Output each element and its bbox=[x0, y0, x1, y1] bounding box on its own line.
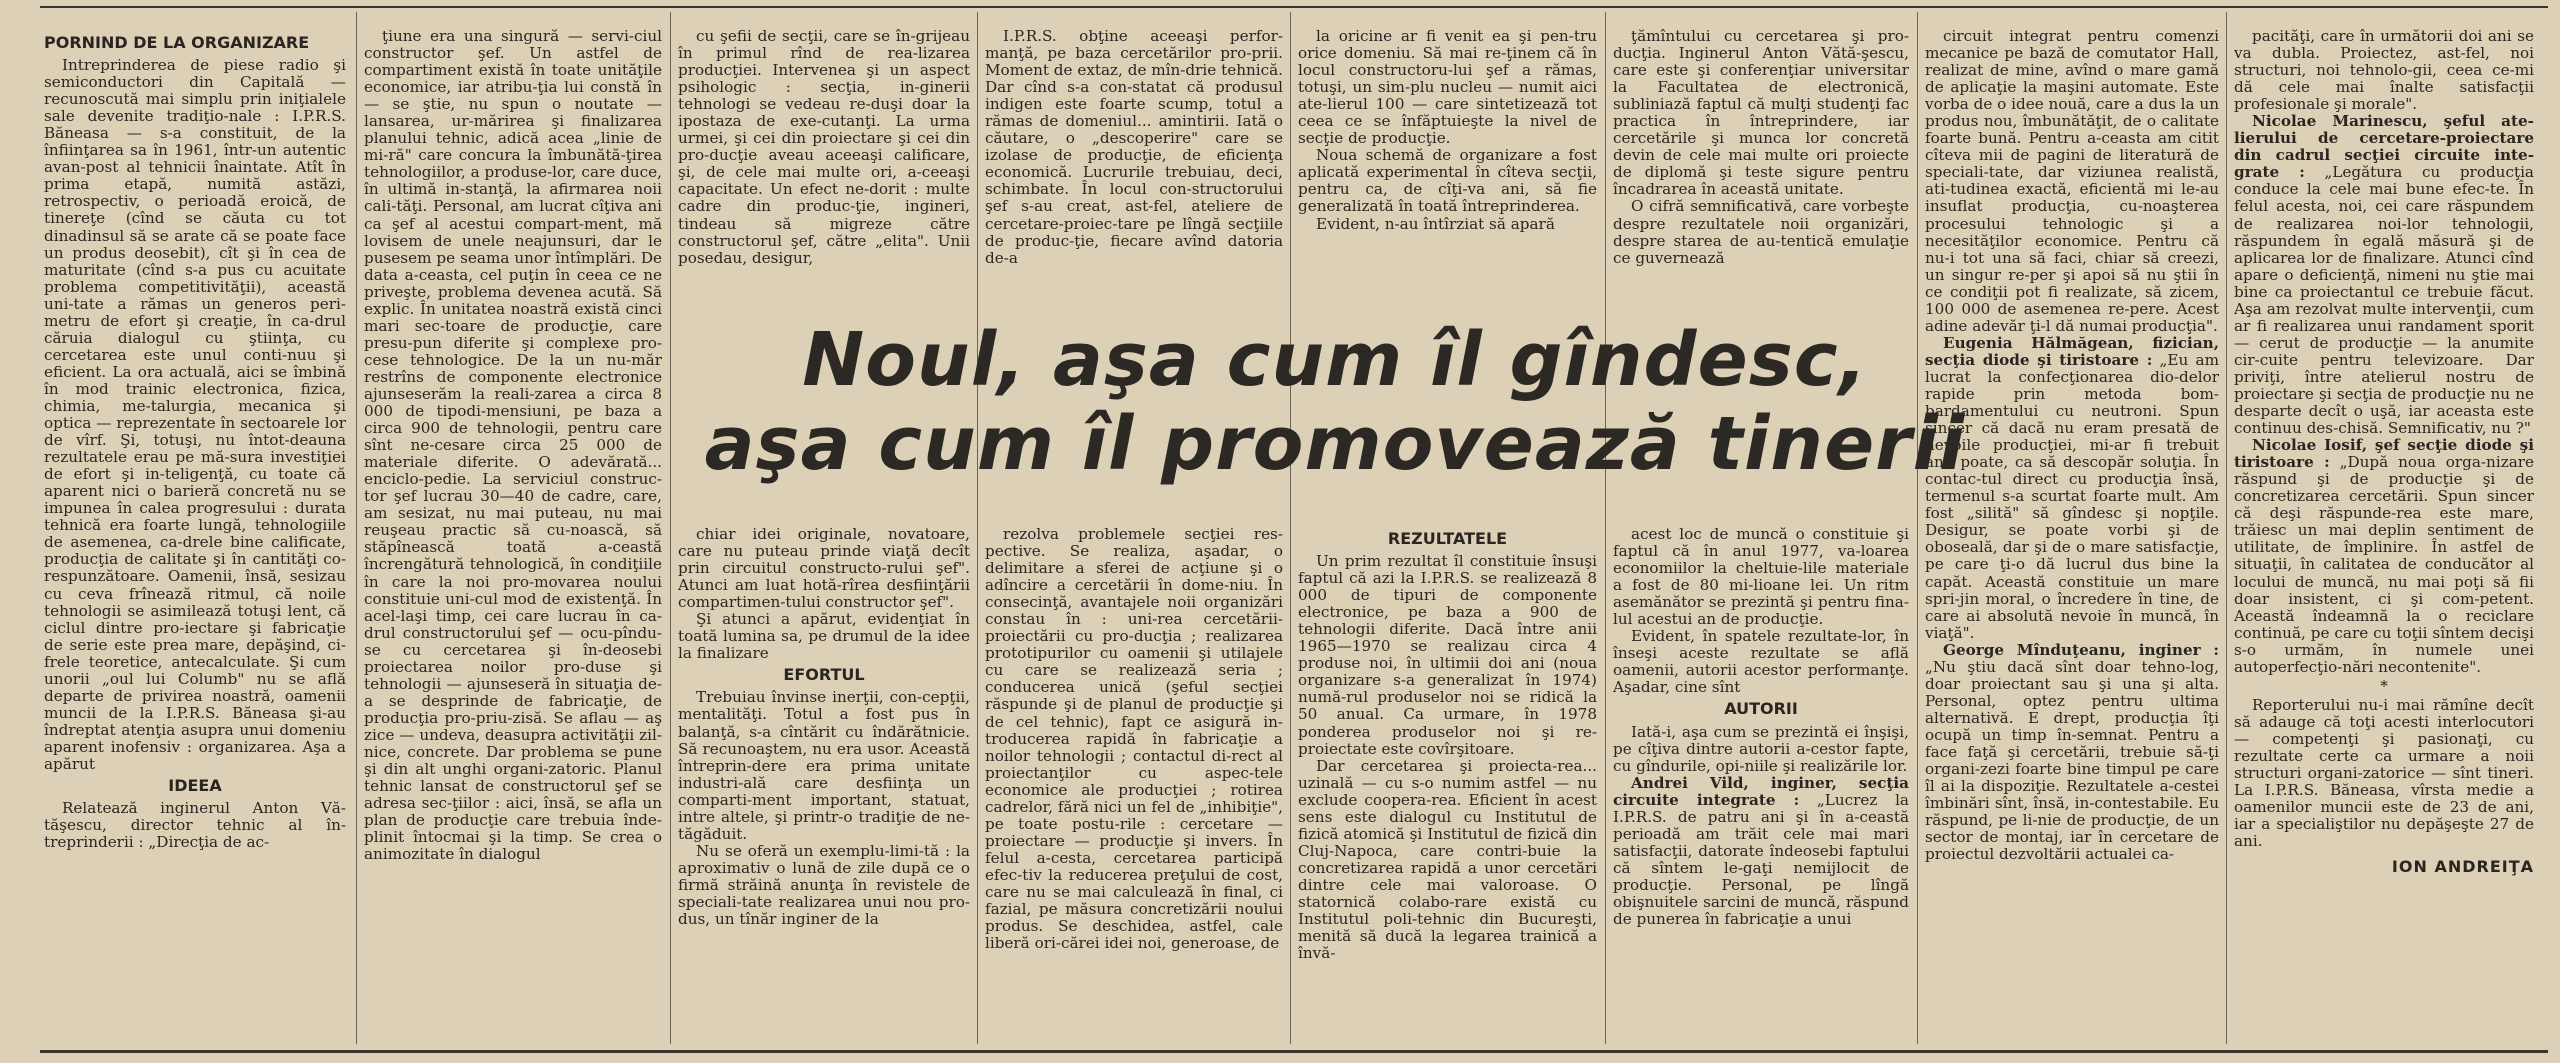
paragraph: pacităţi, care în următorii doi ani se va dubla. Proiectez, ast-fel, noi structuri, noi tehnolo-gii, ceea ce-mi dă cele mai înalte satisfacţii profesionale şi morale". bbox=[2234, 28, 2534, 114]
speaker-name: George Mînduţeanu, inginer : bbox=[1943, 640, 2219, 659]
headline-line-2: aşa cum îl promovează tinerii bbox=[704, 401, 1966, 487]
top-rule bbox=[40, 6, 2548, 8]
subheading: AUTORII bbox=[1724, 699, 1798, 719]
paragraph: Iată-i, aşa cum se prezintă ei înşişi, pe cîţiva dintre autorii a-cestor fapte, cu gîndurile, opi-niile şi realizările lor. bbox=[1613, 722, 1909, 775]
article-column-6-top bbox=[1613, 28, 1909, 318]
paragraph: Noua schemă de organizare a fost aplicată experimental în cîteva secţii, pentru ca, de cîţi-va ani, să fie generalizată în toată întreprinderea. bbox=[1298, 146, 1597, 216]
author-signature: ION ANDREIŢA bbox=[2391, 857, 2534, 877]
paragraph: Nu se oferă un exemplu-limi-tă : la aproximativ o lună de zile după ce o firmă străină anunţa în revistele de speciali-tate realizarea unui nou pro-dus, un tînăr inginer de la bbox=[678, 841, 970, 929]
paragraph: ţiune era una singură — servi-ciul constructor şef. Un astfel de compartiment există în toate unităţile economice, iar atribu-ţia lui constă în — se ştie, nu spun o noutate — lansarea, ur-mărirea şi finalizarea planului tehnic, adică acea „linie de mi-ră" care concura la îmbunătă-ţirea tehnologiilor, a produse-lor, care duce, în ultimă in-stanţă, la afirmarea noii cali-tăţi. Personal, am lucrat cîţiva ani ca şef al acestui compart-ment, mă lovisem de unele neajunsuri, dar le pusesem pe seama unor întîmplări. De data a-ceasta, cel puţin în ceea ce ne priveşte, problema devenea acută. Să explic. În unitatea noastră există cinci mari sec-toare de producţie, care presu-pun diferite şi complexe pro-cese tehnologice. De la un nu-măr restrîns de componente electronice ajunseserăm la reali-zarea a circa 8 000 de tipodi-mensiuni, pe baza a circa 900 de tehnologii, pentru care sînt ne-cesare circa 25 000 de materiale diferite. O adevărată... enciclo-pedie. La serviciul construc-tor şef lucrau 30—40 de cadre, care, am sesizat, nu mai puteau, nu mai reuşeau practic să cu-noască, să stăpînească toată a-ceastă încrengătură tehnologică, în condiţiile în care la noi pro-movarea noului constituie uni-cul mod de existenţă. În acel-laşi timp, cei care lucrau în ca-drul constructorului şef — ocu-pîndu-se cu cercetarea şi în-deosebi proiectarea noilor pro-duse şi tehnologii — ajunseseră în situaţia de-a se desprinde de fabricaţie, de producţia pro-priu-zisă. Se aflau — aş zice — undeva, deasupra activităţii zil-nice, concrete. Dar problema se pune şi din alt unghi organi-zatoric. Planul tehnic lansat de constructorul şef se adresa sec-ţiilor : aici, însă, se afla un plan de producţie care trebuia înde-plinit întocmai şi la timp. Se crea o animozitate în dialogul bbox=[364, 28, 662, 864]
paragraph: chiar idei originale, novatoare, care nu puteau prinde viaţă decît prin circuitul constructo-rului şef". Atunci am luat hotă-rîrea desfiinţării compartimen-tului constructor şef". bbox=[678, 526, 970, 612]
paragraph: la oricine ar fi venit ea şi pen-tru orice domeniu. Să mai re-ţinem că în locul constructoru-lui şef a rămas, totuşi, un sim-plu nucleu — numit aici ate-lierul 100 — care sintetizează tot ceea ce se înfăptuieşte la nivel de secţie de producţie. bbox=[1298, 28, 1597, 148]
article-column-6-bottom bbox=[1613, 526, 1909, 1046]
quote-text: „Lucrez la I.P.R.S. de patru ani şi în a-ceastă perioadă am trăit cele mai mari satisfacţii, datorate îndeosebi faptului că sîntem le-gaţi nemijlocit de producţie. Personal, pe lîngă obişnuitele sarcini de muncă, răspund de punerea în fabricaţie a unui bbox=[1613, 790, 1909, 929]
paragraph: Trebuiau învinse inerţii, con-cepţii, mentalităţi. Totul a fost pus în balanţă, s-a cîntărit cu îndărătnicie. Să recunoaştem, nu era usor. Această întreprin-dere era prima unitate industri-ală care desfiinţa un comparti-ment important, statuat, intre altele, şi printr-o tradiţie de ne-tăgăduit. bbox=[678, 688, 970, 843]
column-rule bbox=[356, 12, 357, 1044]
article-column-2 bbox=[364, 28, 662, 1045]
section-heading: PORNIND DE LA ORGANIZARE bbox=[44, 33, 310, 52]
paragraph: I.P.R.S. obţine aceeaşi perfor-manţă, pe baza cercetărilor pro-prii. Moment de extaz, de mîn-drie tehnică. Dar cînd s-a con-statat că produsul indigen este foarte scump, totul a rămas de domeniul... amintirii. Iată o căutare, o „descoperire" care se izolase de producţie, de eficienţa economică. Lucrurile trebuiau, deci, schimbate. În locul con-structorului şef s-au creat, ast-fel, ateliere de cercetare-proiec-tare pe lîngă secţiile de produc-ţie, fiecare avînd datoria de-a bbox=[985, 28, 1283, 267]
paragraph: circuit integrat pentru comenzi mecanice pe bază de comutator Hall, realizat de mine, avînd o mare gamă de aplicaţie la maşini automate. Este vorba de o idee nouă, care a dus la un produs nou, îmbunătăţit, de o calitate foarte bună. Pentru a-ceasta am citit cîteva mii de pagini de literatură de speciali-tate, dar viziunea realistă, ati-tudinea exactă, eficientă mi le-au insuflat producţia, cu-noaşterea procesului tehnologic şi a necesităţilor economice. Pentru că nu-i tot una să faci, chiar să creezi, un singur re-per şi apoi să nu ştii în ce condiţii pot fi realizate, să zicem, 100 000 de asemenea re-pere. Acest adine adevăr ţi-l dă numai producţia". bbox=[1925, 28, 2219, 335]
article-headline bbox=[600, 318, 2070, 508]
column-rule bbox=[2226, 12, 2227, 1044]
paragraph bbox=[2234, 437, 2534, 676]
paragraph bbox=[1925, 642, 2219, 864]
column-rule bbox=[1917, 12, 1918, 1044]
subheading: EFORTUL bbox=[783, 665, 865, 685]
separator-star: * bbox=[2380, 676, 2388, 695]
speaker-name: Andrei Vild, inginer, secţia circuite integrate : bbox=[1613, 773, 1909, 809]
column-rule bbox=[670, 12, 671, 1044]
quote-text: „Eu am lucrat la confecţionarea dio-delor rapide prin metoda bom-bardamentului cu neutroni. Spun sincer că dacă nu eram presată de nevoile producţiei, mi-ar fi trebuit ani, poate, ca să descopăr soluţia. În contac-tul direct cu producţia însă, termenul s-a scurtat foarte mult. Am fost „silită" să gîndesc şi nopţile. Desigur, se poate vorbi şi de oboseală, dar şi de o mare satisfacţie, pe care ţi-o dă lucrul dus bine la capăt. Această constituie un mare spri-jin moral, o încredere în tine, de care ai absolută nevoie în muncă, în viaţă". bbox=[1925, 350, 2219, 642]
paragraph: O cifră semnificativă, care vorbeşte despre rezultatele noii organizări, despre starea de au-tentică emulaţie ce guvernează bbox=[1613, 197, 1909, 267]
quote-text: „Legătura cu producţia conduce la cele mai bune efec-te. În felul acesta, noi, cei care răspundem de realizarea noi-lor tehnologii, răspundem în egală măsură şi de aplicarea lor de finalizare. Atunci cînd apare o deficienţă, nimeni nu ştie mai bine ca proiectantul ce trebuie făcut. Aşa am rezolvat multe intervenţii, cum ar fi realizarea unui randament sporit — cerut de producţie — la anumite cir-cuite pentru televizoare. Dar priviţi, între atelierul nostru de proiectare şi secţia de producţie nu ne desparte decît o uşă, iar aceasta este continuu des-chisă. Semnificativ, nu ?" bbox=[2234, 163, 2534, 438]
paragraph: Evident, în spatele rezultate-lor, în înseşi aceste rezultate se află oamenii, autorii acestor performanţe. Aşadar, cine sînt bbox=[1613, 627, 1909, 697]
article-column-5-top bbox=[1298, 28, 1597, 318]
quote-text: „După noua orga-nizare răspund şi de producţie şi de concretizarea cercetării. Spun sincer că deşi răspunde-rea este mare, trăiesc un mai deplin sentiment de utilitate, de împlinire. În astfel de situaţii, în calitatea de conducător al locului de muncă, nu mai poţi să fii doar insistent, ci şi com-petent. Această îndeamnă la o reciclare continuă, pe care cu toţii sîntem decişi s-o urmăm, în numele unei autoperfecţio-nări necontenite". bbox=[2234, 453, 2534, 676]
article-column-4-bottom bbox=[985, 526, 1283, 1046]
column-rule bbox=[1290, 12, 1291, 1044]
article-column-3-bottom bbox=[678, 526, 970, 1046]
paragraph: cu şefii de secţii, care se în-grijeau în primul rînd de rea-lizarea producţiei. Intervenea şi un aspect psihologic : secţia, in-ginerii tehnologi se vedeau re-duşi doar la ipostaza de exe-cutanţi. La urma urmei, şi cei din proiectare şi cei din pro-ducţie aveau aceeaşi calificare, şi, de cele mai multe ori, a-ceeaşi capacitate. Un efect ne-dorit : multe cadre din produc-ţie, ingineri, tindeau să migreze către constructorul şef, către „elita". Unii posedau, desigur, bbox=[678, 28, 970, 267]
column-rule bbox=[977, 12, 978, 1044]
paragraph: Dar cercetarea şi proiecta-rea... uzinală — cu s-o numim astfel — nu exclude coopera-rea. Eficient în acest sens este dialogul cu Institutul de fizică atomică şi Institutul de fizică din Cluj-Napoca, care contri-buie la concretizarea rapidă a unor cercetări dintre cele mai valoroase. O statornică colabo-rare există cu Institutul poli-tehnic din Bucureşti, menită să ducă la legarea trainică a învă- bbox=[1298, 756, 1597, 963]
paragraph: Şi atunci a apărut, evidenţiat în toată lumina sa, pe drumul de la idee la finalizare bbox=[678, 610, 970, 663]
paragraph bbox=[1613, 775, 1909, 928]
paragraph: ţămîntului cu cercetarea şi pro-ducţia. Inginerul Anton Vătă-şescu, care este şi conferenţiar universitar la Facultatea de electronică, subliniază faptul că mulţi studenţi fac practica în întreprindere, iar cercetările şi munca lor concretă devin de cele mai multe ori proiecte de diplomă şi teste sigure pentru încadrarea în această unitate. bbox=[1613, 28, 1909, 199]
subheading: REZULTATELE bbox=[1387, 529, 1508, 548]
paragraph: Intreprinderea de piese radio şi semiconductori din Capitală — recunoscută mai simplu prin iniţialele sale devenite tradiţio-nale : I.P.R.S. Băneasa — s-a constituit, de la înfiinţarea sa în 1961, într-un autentic avan-post al tehnicii înaintate. Atît în prima etapă, numită astăzi, retrospectiv, o perioadă eroică, de tinereţe (cînd se căuta cu tot dinadinsul să se arate că se poate face un produs deosebit), cît şi în cea de maturitate (cînd s-a pus cu acuitate problema competitivităţii), această uni-tate a rămas un generos peri-metru de efort şi creaţie, în ca-drul căruia dialogul cu ştiinţa, cu cercetarea este unul conti-nuu şi eficient. La ora actuală, aici se îmbină în mod trainic electronica, fizica, chimia, me-talurgia, mecanica şi optica — reprezentate în sectoarele lor de vîrf. Şi, totuşi, nu întot-deauna rezultatele erau pe mă-sura investiţiei de efort şi in-teligenţă, cu toate că aparent nici o barieră concretă nu se impunea în calea progresului : durata tehnică era foarte lungă, tehnologiile de asemenea, ca-drele bine calificate, producţia de calitate şi în cantităţi co-respunzătoare. Oamenii, însă, sesizau cu ceva frînează ritmul, că noile tehnologii se asimilează totuşi lent, că ciclul dintre pro-iectare şi fabricaţie de serie este prea mare, depăşind, ci-frele teoretice, antecalculate. Şi cum unorii „oul lui Columb" nu se află departe de privirea noastră, oamenii muncii de la I.P.R.S. Băneasa şi-au îndreptat atenţia asupra unui domeniu aparent inofensiv : organizarea. Aşa a apărut bbox=[44, 56, 346, 773]
column-rule bbox=[1605, 12, 1606, 1044]
article-column-4-top bbox=[985, 28, 1283, 318]
bottom-rule bbox=[40, 1050, 2548, 1053]
article-column-1 bbox=[44, 30, 346, 1045]
subheading: IDEEA bbox=[168, 776, 222, 796]
paragraph: Reporterului nu-i mai rămîne decît să adauge că toţi acesti interlocutori — competenţi şi pasionaţi, cu rezultate certe ca urmare a noii structuri organi-zatorice — sînt tineri. La I.P.R.S. Băneasa, vîrsta medie a oamenilor muncii este de 23 de ani, iar a specialiştilor nu depăşeşte 27 de ani. bbox=[2234, 695, 2534, 851]
paragraph: acest loc de muncă o constituie şi faptul că în anul 1977, va-loarea economiilor la cheltuie-lile materiale a fost de 80 mi-lioane lei. Un ritm asemănător se prezintă şi pentru fina-lul acestui an de producţie. bbox=[1613, 526, 1909, 629]
article-column-8 bbox=[2234, 28, 2534, 1045]
article-column-5-bottom bbox=[1298, 526, 1597, 1046]
paragraph bbox=[2234, 113, 2534, 437]
headline-line-1: Noul, aşa cum îl gîndesc, bbox=[802, 317, 1868, 403]
paragraph: Evident, n-au întîrziat să apară bbox=[1316, 214, 1555, 233]
quote-text: „Nu ştiu dacă sînt doar tehno-log, doar proiectant sau şi una şi alta. Personal, optez pentru ultima alternativă. E drept, producţia îţi ocupă un timp în-semnat. Pentru a face faţă şi cercetării, trebuie să-ţi organi-zezi foarte bine timpul pe care îl ai la dispoziţie. Rezultatele a-cestei îmbinări sînt, însă, in-contestabile. Eu răspund, pe li-nie de producţie, de un sector de montaj, iar în cercetare de proiectul dezvoltării actualei ca- bbox=[1925, 657, 2219, 864]
article-column-3-top bbox=[678, 28, 970, 318]
paragraph: Relatează inginerul Anton Vă-tăşescu, director tehnic al în-treprinderii : „Direcţia de ac- bbox=[44, 799, 346, 852]
article-column-7 bbox=[1925, 28, 2219, 1045]
speaker-name: Nicolae Marinescu, şeful ate-lierului de cercetare-proiectare din cadrul secţiei circuite inte-grate : bbox=[2234, 112, 2534, 182]
speaker-name: Nicolae Iosif, şef secţie diode şi tiristoare : bbox=[2234, 436, 2534, 472]
speaker-name: Eugenia Hălmăgean, fizician, secţia diode şi tiristoare : bbox=[1925, 333, 2219, 369]
paragraph: rezolva problemele secţiei res-pective. Se realiza, aşadar, o delimitare a sferei de acţiune şi o adîncire a cercetării în dome-niu. În consecinţă, avantajele noii organizări constau în : uni-rea cercetării-proiectării cu pro-ducţia ; realizarea prototipurilor cu oamenii şi utilajele cu care se realizează seria ; conducerea unică (şeful secţiei răspunde şi de planul de producţie şi de cel tehnic), fapt ce asigură in-troducerea rapidă în fabricaţie a noilor tehnologii ; contactul di-rect al proiectanţilor cu aspec-tele economice ale producţiei ; rotirea cadrelor, fără nici un fel de „inhibiţie", pe toate postu-rile : cercetare — proiectare — producţie şi invers. În felul a-cesta, cercetarea participă efec-tiv la reducerea preţului de cost, care nu se mai calculează în final, ci fazial, pe măsura concretizării noului produs. Se deschidea, astfel, cale liberă ori-cărei idei noi, generoase, de bbox=[985, 526, 1283, 953]
paragraph: Un prim rezultat îl constituie însuşi faptul că azi la I.P.R.S. se realizează 8 000 de tipuri de componente electronice, pe baza a 900 de tehnologii diferite. Dacă între anii 1965—1970 se realizau circa 4 produse noi, în ultimii doi ani (noua organizare s-a generalizat în 1974) numă-rul produselor noi se ridică la 50 anual. Ca urmare, în 1978 ponderea produselor noi şi re-proiectate este covîrşitoare. bbox=[1298, 552, 1597, 758]
